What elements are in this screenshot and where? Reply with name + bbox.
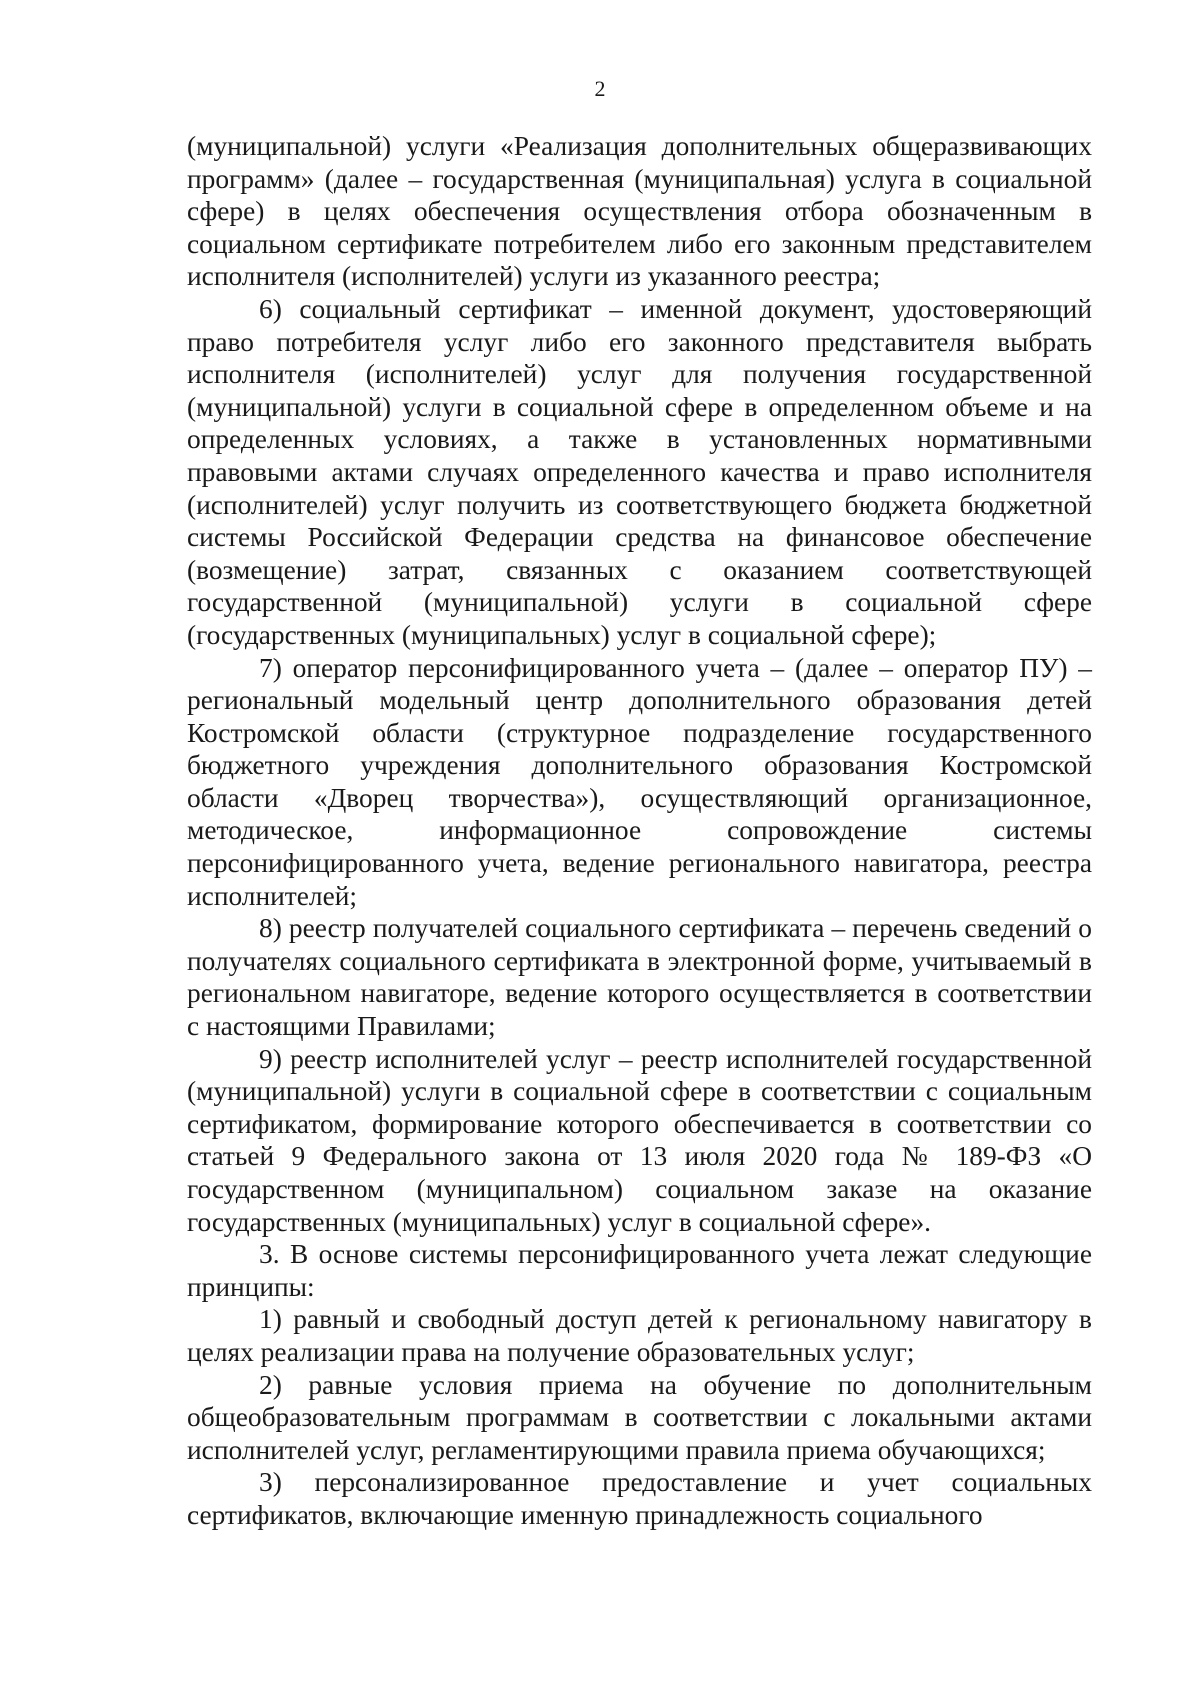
paragraph-section-3: 3. В основе системы персонифицированного учета лежат следующие принципы:	[187, 1239, 1092, 1302]
page-number: 2	[594, 76, 606, 101]
document-body	[187, 130, 1092, 1532]
paragraph-item-8: 8) реестр получателей социального сертификата – перечень сведений о получателях социального сертификата в электронной форме, учитываемый в региональном навигаторе, ведение которого осуществляется в соответствии с настоящими Правилами;	[187, 913, 1092, 1042]
paragraph-item-9: 9) реестр исполнителей услуг – реестр исполнителей государственной (муниципальной) услуги в социальной сфере в соответствии с социальным сертификатом, формирование которого обеспечивается в соответствии со статьей 9 Федерального закона от 13 июля 2020 года № 189-ФЗ «О государственном (муниципальном) социальном заказе на оказание государственных (муниципальных) услуг в социальной сфере».	[187, 1043, 1092, 1237]
paragraph-item-6: 6) социальный сертификат – именной документ, удостоверяющий право потребителя услуг либо его законного представителя выбрать исполнителя (исполнителей) услуг для получения государственной (муниципальной) услуги в социальной сфере в определенном объеме и на определенных условиях, а также в установленных нормативными правовыми актами случаях определенного качества и право исполнителя (исполнителей) услуг получить из соответствующего бюджета бюджетной системы Российской Федерации средства на финансовое обеспечение (возмещение) затрат, связанных с оказанием соответствующей государственной (муниципальной) услуги в социальной сфере (государственных (муниципальных) услуг в социальной сфере);	[187, 293, 1092, 650]
paragraph-principle-3: 3) персонализированное предоставление и учет социальных сертификатов, включающие именную принадлежность социального	[187, 1467, 1092, 1530]
paragraph-item-7: 7) оператор персонифицированного учета – (далее – оператор ПУ) – региональный модельный центр дополнительного образования детей Костромской области (структурное подразделение государственного бюджетного учреждения дополнительного образования Костромской области «Дворец творчества»), осуществляющий организационное, методическое, информационное сопровождение системы персонифицированного учета, ведение регионального навигатора, реестра исполнителей;	[187, 652, 1092, 911]
paragraph-principle-1: 1) равный и свободный доступ детей к региональному навигатору в целях реализации права на получение образовательных услуг;	[187, 1304, 1092, 1367]
paragraph-principle-2: 2) равные условия приема на обучение по дополнительным общеобразовательным программам в соответствии с локальными актами исполнителей услуг, регламентирующими правила приема обучающихся;	[187, 1369, 1092, 1465]
paragraph-continuation: (муниципальной) услуги «Реализация дополнительных общеразвивающих программ» (далее – государственная (муниципальная) услуга в социальной сфере) в целях обеспечения осуществления отбора обозначенным в социальном сертификате потребителем либо его законным представителем исполнителя (исполнителей) услуги из указанного реестра;	[187, 131, 1092, 292]
